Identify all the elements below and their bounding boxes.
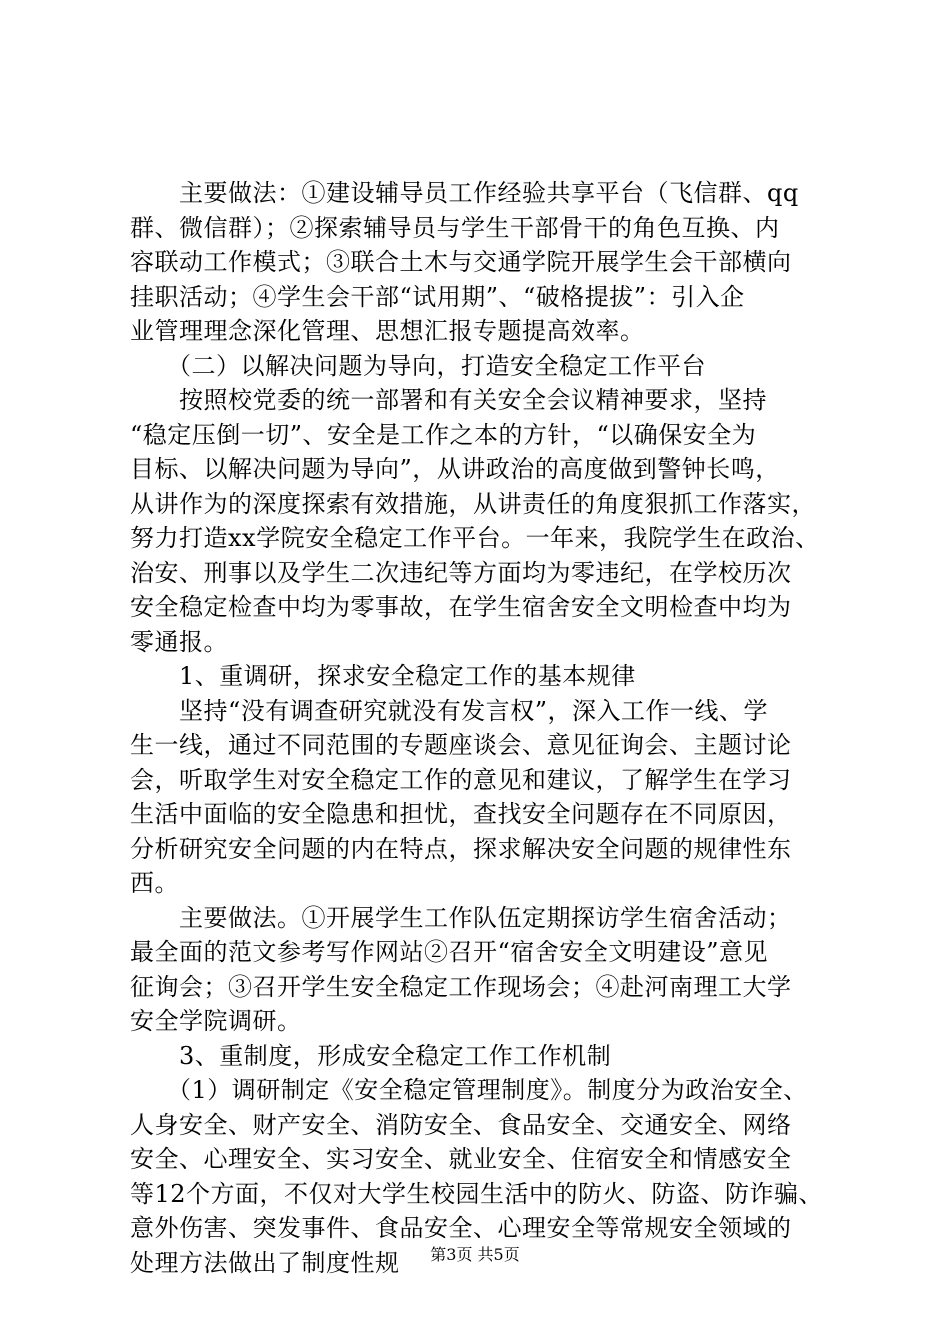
- text-line: 安全、心理安全、实习安全、就业安全、住宿安全和情感安全: [130, 1145, 792, 1173]
- text-line: 安全稳定检查中均为零事故，在学生宿舍安全文明检查中均为: [130, 593, 792, 621]
- text-line: 主要做法：①建设辅导员工作经验共享平台（飞信群、qq: [130, 179, 799, 207]
- text-line: 处理方法做出了制度性规: [130, 1248, 400, 1277]
- text-line: 最全面的范文参考写作网站②召开“宿舍安全文明建设”意见: [130, 938, 769, 966]
- text-line: “稳定压倒一切”、安全是工作之本的方针，“以确保安全为: [130, 420, 757, 449]
- text-line: 安全学院调研。: [130, 1007, 302, 1035]
- text-line: 群、微信群）；②探索辅导员与学生干部骨干的角色互换、内: [130, 213, 780, 242]
- text-line: 治安、刑事以及学生二次违纪等方面均为零违纪，在学校历次: [130, 558, 792, 587]
- text-line: 西。: [130, 869, 179, 897]
- text-line: 人身安全、财产安全、消防安全、食品安全、交通安全、网络: [130, 1110, 792, 1139]
- text-line: 等12个方面，不仅对大学生校园生活中的防火、防盗、防诈骗、: [130, 1179, 824, 1208]
- text-line: 零通报。: [130, 627, 228, 656]
- text-line: 征询会；③召开学生安全稳定工作现场会；④赴河南理工大学: [130, 972, 792, 1001]
- text-line: 容联动工作模式；③联合土木与交通学院开展学生会干部横向: [130, 248, 792, 276]
- text-line: 生活中面临的安全隐患和担忧，查找安全问题存在不同原因，: [130, 800, 792, 828]
- text-line: 生一线，通过不同范围的专题座谈会、意见征询会、主题讨论: [130, 731, 792, 759]
- section-heading: （二）以解决问题为导向，打造安全稳定工作平台: [130, 351, 706, 380]
- page-number-footer: 第3页 共5页: [430, 1245, 520, 1264]
- document-body: [130, 176, 830, 1280]
- text-line: 从讲作为的深度探索有效措施，从讲责任的角度狠抓工作落实，: [130, 489, 816, 518]
- text-line: 按照校党委的统一部署和有关安全会议精神要求，坚持: [130, 386, 767, 414]
- text-line: 意外伤害、突发事件、食品安全、心理安全等常规安全领域的: [130, 1214, 792, 1242]
- text-line: 努力打造xx学院安全稳定工作平台。一年来，我院学生在政治、: [130, 524, 820, 552]
- text-line: 坚持“没有调查研究就没有发言权”，深入工作一线、学: [130, 696, 769, 725]
- text-line: （1）调研制定《安全稳定管理制度》。制度分为政治安全、: [130, 1076, 808, 1104]
- text-line: 业管理理念深化管理、思想汇报专题提高效率。: [130, 317, 645, 345]
- text-line: 分析研究安全问题的内在特点，探求解决安全问题的规律性东: [130, 834, 792, 863]
- subsection-heading: 3、重制度，形成安全稳定工作工作机制: [130, 1041, 612, 1070]
- text-line: 目标、以解决问题为导向”，从讲政治的高度做到警钟长鸣，: [130, 455, 780, 483]
- text-line: 挂职活动；④学生会干部“试用期”、“破格提拔”：引入企: [130, 282, 745, 311]
- text-line: 主要做法。①开展学生工作队伍定期探访学生宿舍活动；: [130, 903, 792, 932]
- text-line: 会，听取学生对安全稳定工作的意见和建议，了解学生在学习: [130, 765, 792, 794]
- subsection-heading: 1、重调研，探求安全稳定工作的基本规律: [130, 662, 636, 690]
